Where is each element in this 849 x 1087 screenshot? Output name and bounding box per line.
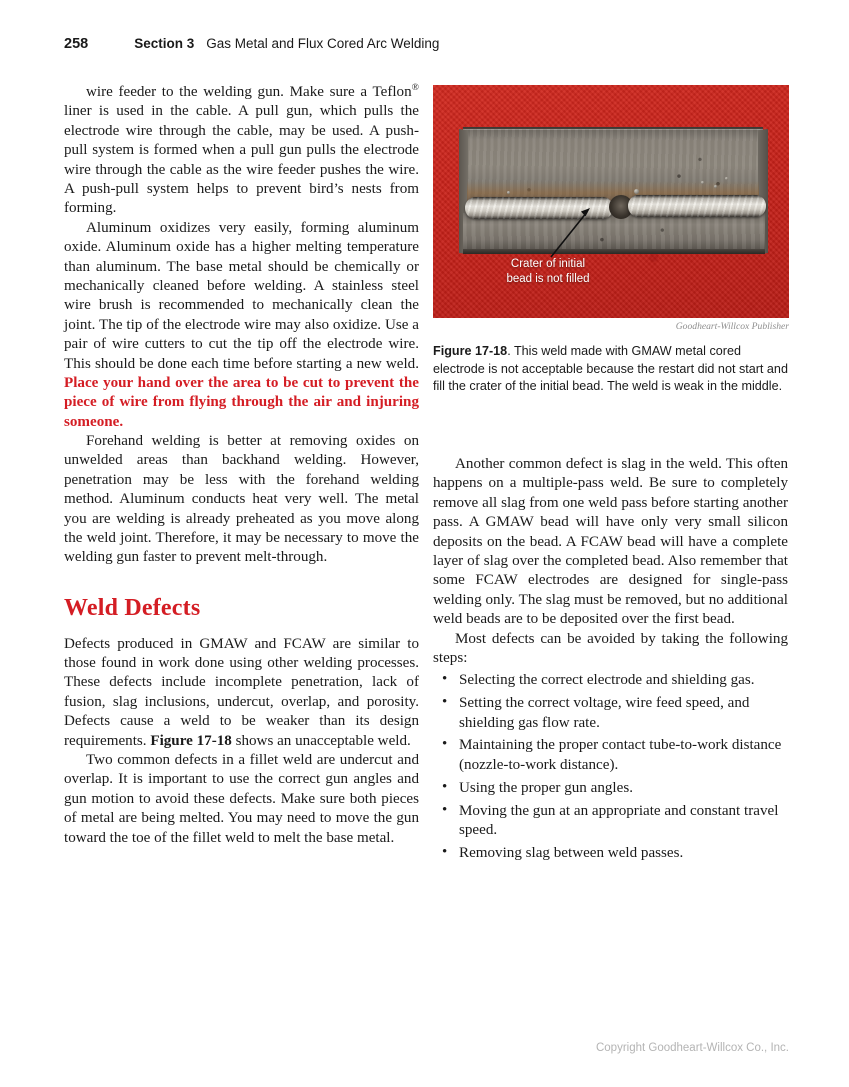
paragraph-text-cont: shows an unacceptable weld. xyxy=(231,732,411,749)
caption-label: Figure 17-18 xyxy=(433,344,508,358)
list-item: • Using the proper gun angles. xyxy=(433,779,788,798)
figure-reference: Figure 17-18 xyxy=(150,732,232,749)
safety-warning-text: Place your hand over the area to be cut to prevent the piece of wire from flying through the air and injuring someone. xyxy=(64,374,419,430)
paragraph-text-cont: liner is used in the cable. A pull gun, which pulls the electrode wire through the cable, may be used. A push-pull system is formed when a pull gun pulls the electrode wire through the cable as the wire feeder pushes the wire. A push-pull system helps to prevent bird’s nests from forming. xyxy=(64,103,419,217)
section-title: Gas Metal and Flux Cored Arc Welding xyxy=(206,36,440,51)
paragraph-text: Defects produced in GMAW and FCAW are similar to those found in work done using other welding processes. These defects include incomplete penetration, lack of fusion, slag inclusions, undercut, overlap, and porosity. Defects cause a weld to be weaker than its design requirements. xyxy=(64,635,419,749)
figure-17-18 xyxy=(433,85,789,396)
list-item: • Moving the gun at an appropriate and constant travel speed. xyxy=(433,802,788,841)
paragraph-wire-feeder xyxy=(64,82,419,219)
paragraph-avoiding-defects: Most defects can be avoided by taking the following steps: xyxy=(433,630,788,666)
list-item: • Removing slag between weld passes. xyxy=(433,844,788,863)
annotation-line-1: Crater of initial xyxy=(510,258,586,270)
registered-mark: ® xyxy=(411,82,419,93)
left-column xyxy=(64,82,419,848)
caption-text: . This weld made with GMAW metal cored electrode is not acceptable because the restart did not start and fill the crater of the initial bead. The weld is weak in the middle. xyxy=(433,344,788,394)
right-column xyxy=(433,455,788,867)
paragraph-slag-defect: Another common defect is slag in the weld. This often happens on a multiple-pass weld. Be sure to completely remove all slag from one weld pass before starting another pass. A GMAW bead will have only very small silicon deposits on the bead. A FCAW bead will have a complete layer of slag over the completed bead. Also remember that some FCAW electrodes are designed for single-pass welding only. The slag must be removed, but no additional weld beads are to be deposited over the first bead. xyxy=(433,456,788,628)
paragraph-defects-intro xyxy=(64,635,419,751)
weld-photograph xyxy=(433,85,789,318)
photo-credit: Goodheart-Willcox Publisher xyxy=(675,321,789,332)
page-number: 258 xyxy=(64,36,89,52)
section-label: Section 3 xyxy=(134,36,195,51)
figure-caption xyxy=(433,343,789,396)
list-item: • Selecting the correct electrode and shielding gas. xyxy=(433,671,788,690)
section-heading-weld-defects: Weld Defects xyxy=(64,594,201,621)
paragraph-fillet-weld-defects: Two common defects in a fillet weld are undercut and overlap. It is important to use the correct gun angles and gun motion to avoid these defects. Make sure both pieces of metal are being melted. You may need to move the gun toward the toe of the fillet weld to melt the base metal. xyxy=(64,751,419,846)
crater-annotation-label xyxy=(473,257,623,286)
running-head xyxy=(64,36,794,52)
list-item: • Setting the correct voltage, wire feed speed, and shielding gas flow rate. xyxy=(433,694,788,733)
paragraph-forehand-welding: Forehand welding is better at removing oxides on unwelded areas than backhand welding. However, penetration may be less with the forehand welding method. Aluminum conducts heat very well. The metal you are welding is already preheated as you move along the weld joint. Therefore, it may be necessary to move the welding gun faster to prevent melt-through. xyxy=(64,433,419,566)
paragraph-text: wire feeder to the welding gun. Make sure a Teflon xyxy=(86,84,412,101)
paragraph-aluminum-oxide xyxy=(64,219,419,432)
paragraph-text: Aluminum oxidizes very easily, forming aluminum oxide. Aluminum oxide has a higher melting temperature than aluminum. The base metal should be chemically or mechanically cleaned before welding. A stainless steel wire brush is recommended to mechanically clean the joint. The tip of the electrode wire may also oxidize. Use a pair of wire cutters to cut the tip off the electrode wire. This should be done each time before starting a new weld. xyxy=(64,219,419,372)
list-item: • Maintaining the proper contact tube-to-work distance (nozzle-to-work distance). xyxy=(433,736,788,775)
steps-list xyxy=(433,671,788,863)
copyright-footer: Copyright Goodheart-Willcox Co., Inc. xyxy=(595,1042,789,1054)
annotation-line-2: bead is not filled xyxy=(506,272,590,285)
